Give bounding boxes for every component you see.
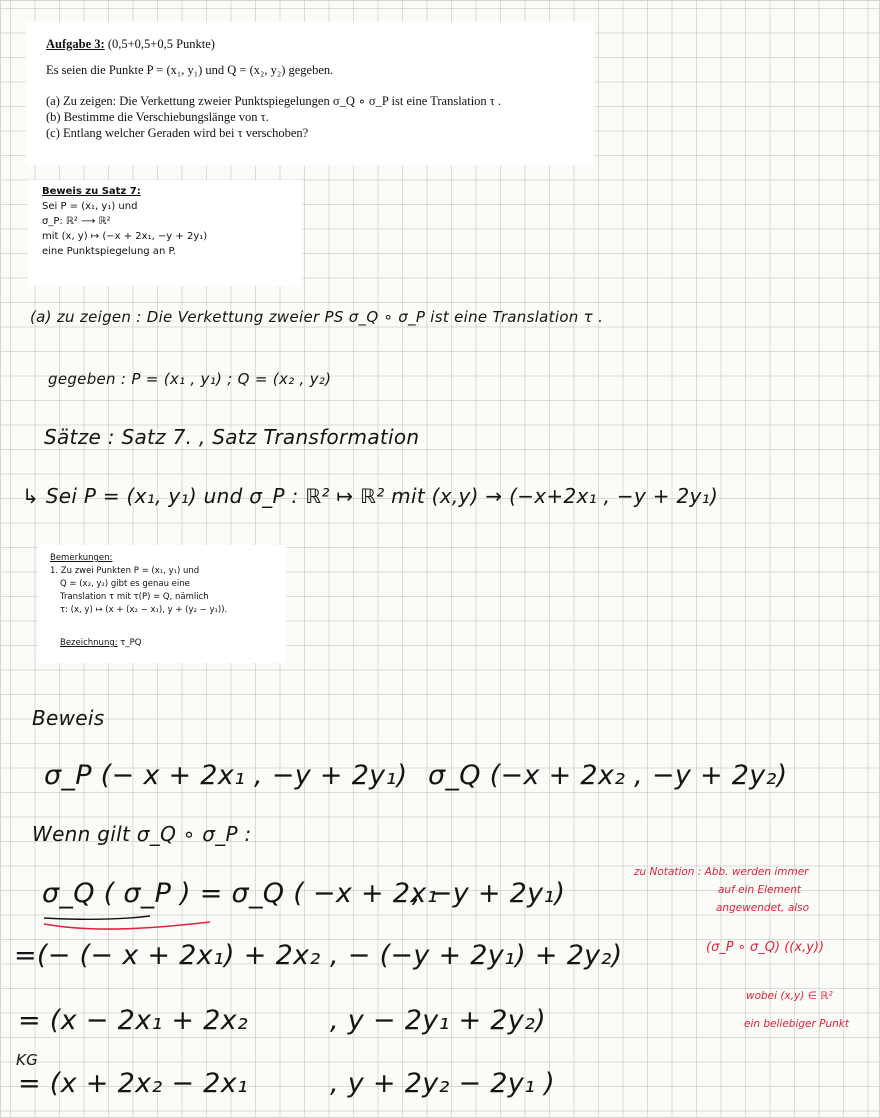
red-note-line-1: zu Notation : Abb. werden immer: [634, 866, 809, 878]
handwritten-eq3-right: , y − 2y₁ + 2y₂): [330, 1005, 547, 1036]
handwritten-sigma-q: σ_Q (−x + 2x₂ , −y + 2y₂): [428, 760, 788, 791]
handwritten-eq1-left: σ_Q ( σ_P ) = σ_Q ( −x + 2x₁: [42, 878, 438, 909]
remarks-line-1: 1. Zu zwei Punkten P = (x₁, y₁) und: [50, 566, 200, 576]
handwritten-eq1-right: , −y + 2y₁): [412, 878, 566, 909]
handwritten-eq4-left: = (x + 2x₂ − 2x₁: [18, 1068, 249, 1099]
handwritten-theorems: Sätze : Satz 7. , Satz Transformation: [44, 425, 420, 449]
task-title-label: Aufgabe 3:: [46, 37, 105, 51]
remarks-label-value: τ_PQ: [117, 638, 142, 648]
task-item-a: (a) Zu zeigen: Die Verkettung zweier Punktspiegelungen σ_Q ∘ σ_P ist eine Translation τ .: [46, 94, 502, 108]
handwritten-eq2-left: =(− (− x + 2x₁) + 2x₂: [14, 940, 321, 971]
handwritten-given: gegeben : P = (x₁ , y₁) ; Q = (x₂ , y₂): [48, 370, 332, 388]
remarks-label-title: Bezeichnung:: [60, 638, 118, 648]
black-underline-stroke: [44, 916, 150, 919]
proof-line-1: Sei P = (x₁, y₁) und: [42, 201, 138, 212]
red-note-line-2: auf ein Element: [718, 884, 801, 896]
proof-line-4: eine Punktspiegelung an P.: [42, 246, 177, 257]
proof-line-3: mit (x, y) ↦ (−x + 2x₁, −y + 2y₁): [42, 231, 208, 242]
task-item-b: (b) Bestimme die Verschiebungslänge von τ.: [46, 110, 269, 124]
handwritten-part-a: (a) zu zeigen : Die Verkettung zweier PS σ_Q ∘ σ_P ist eine Translation τ .: [30, 308, 604, 326]
red-underline-stroke: [44, 922, 210, 929]
remarks-line-2: Q = (x₂, y₂) gibt es genau eine: [60, 579, 190, 589]
red-note-formula: (σ_P ∘ σ_Q) ((x,y)): [706, 940, 825, 955]
red-note-line-4: wobei (x,y) ∈ ℝ²: [746, 990, 833, 1002]
task-title-points: (0,5+0,5+0,5 Punkte): [104, 37, 215, 51]
handwritten-kg: KG: [16, 1051, 39, 1069]
handwritten-eq3-left: = (x − 2x₁ + 2x₂: [18, 1005, 249, 1036]
handwritten-sigma-p: σ_P (− x + 2x₁ , −y + 2y₁): [44, 760, 408, 791]
task-item-c: (c) Entlang welcher Geraden wird bei τ verschoben?: [46, 126, 309, 140]
red-note-line-5: ein beliebiger Punkt: [744, 1018, 849, 1030]
remarks-line-4: τ: (x, y) ↦ (x + (x₂ − x₁), y + (y₂ − y₁)).: [60, 605, 228, 615]
red-note-line-3: angewendet, also: [716, 902, 810, 914]
handwritten-eq4-right: , y + 2y₂ − 2y₁ ): [330, 1068, 555, 1099]
handwritten-eq2-right: , − (−y + 2y₁) + 2y₂): [330, 940, 623, 971]
proof-line-2: σ_P: ℝ² ⟶ ℝ²: [42, 216, 111, 227]
proof-title: Beweis zu Satz 7:: [42, 186, 141, 197]
handwritten-beweis: Beweis: [32, 706, 105, 730]
remarks-title: Bemerkungen:: [50, 553, 113, 563]
remarks-line-3: Translation τ mit τ(P) = Q, nämlich: [60, 592, 209, 602]
task-intro: Es seien die Punkte P = (x₁, y₁) und Q = (x₂, y₂) gegeben.: [46, 63, 334, 77]
handwritten-wenn: Wenn gilt σ_Q ∘ σ_P :: [32, 822, 252, 846]
handwritten-sei: ↳ Sei P = (x₁, y₁) und σ_P : ℝ² ↦ ℝ² mit (x,y) → (−x+2x₁ , −y + 2y₁): [22, 484, 719, 508]
